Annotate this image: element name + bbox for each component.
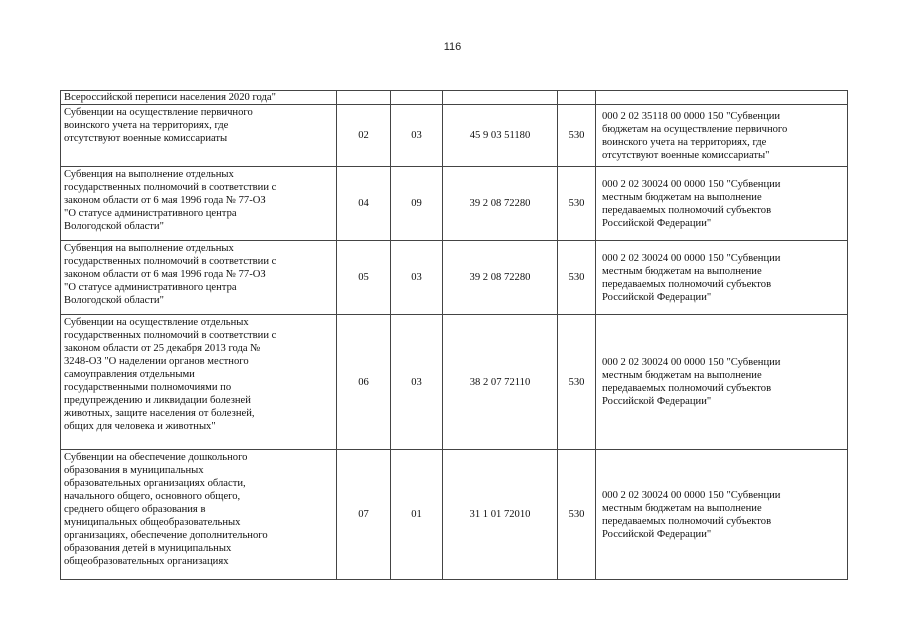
subsection-cell — [391, 91, 443, 105]
revenue-source-cell: 000 2 02 30024 00 0000 150 "Субвенции местным бюджетам на выполнение передаваемых полномочий субъектов Российской Федерации" — [596, 241, 848, 315]
section-cell: 02 — [337, 105, 391, 167]
expense-type-cell: 530 — [558, 105, 596, 167]
table-row — [61, 105, 848, 167]
table-row — [61, 450, 848, 580]
table-row — [61, 315, 848, 450]
description-cell: Субвенция на выполнение отдельных государственных полномочий в соответствии с законом области от 6 мая 1996 года № 77-ОЗ "О статусе административного центра Вологодской области" — [61, 241, 337, 315]
description-cell: Субвенции на осуществление первичного воинского учета на территориях, где отсутствуют военные комиссариаты — [61, 105, 337, 167]
budget-table — [60, 90, 848, 580]
expense-type-cell: 530 — [558, 167, 596, 241]
subsection-cell: 09 — [391, 167, 443, 241]
target-article-cell: 39 2 08 72280 — [443, 167, 558, 241]
table-row — [61, 91, 848, 105]
revenue-source-cell: 000 2 02 35118 00 0000 150 "Субвенции бюджетам на осуществление первичного воинского учета на территориях, где отсутствуют военные комиссариаты" — [596, 105, 848, 167]
revenue-source-cell: 000 2 02 30024 00 0000 150 "Субвенции местным бюджетам на выполнение передаваемых полномочий субъектов Российской Федерации" — [596, 450, 848, 580]
revenue-source-cell: 000 2 02 30024 00 0000 150 "Субвенции местным бюджетам на выполнение передаваемых полномочий субъектов Российской Федерации" — [596, 167, 848, 241]
target-article-cell: 31 1 01 72010 — [443, 450, 558, 580]
table-row — [61, 167, 848, 241]
target-article-cell: 38 2 07 72110 — [443, 315, 558, 450]
description-cell: Всероссийской переписи населения 2020 года" — [61, 91, 337, 105]
revenue-source-cell: 000 2 02 30024 00 0000 150 "Субвенции местным бюджетам на выполнение передаваемых полномочий субъектов Российской Федерации" — [596, 315, 848, 450]
expense-type-cell: 530 — [558, 450, 596, 580]
revenue-source-cell — [596, 91, 848, 105]
subsection-cell: 03 — [391, 105, 443, 167]
section-cell: 04 — [337, 167, 391, 241]
description-cell: Субвенции на обеспечение дошкольного образования в муниципальных образовательных организациях области, начального общего, основного общего, среднего общего образования в муниципальных общеобразовательных организациях, обеспечение дополнительного образования детей в муниципальных общеобразовательных организациях — [61, 450, 337, 580]
target-article-cell: 39 2 08 72280 — [443, 241, 558, 315]
expense-type-cell: 530 — [558, 241, 596, 315]
table-row — [61, 241, 848, 315]
description-cell: Субвенции на осуществление отдельных государственных полномочий в соответствии с законом области от 25 декабря 2013 года № 3248-ОЗ "О наделении органов местного самоуправления отдельными государственными полномочиями по предупреждению и ликвидации болезней животных, защите населения от болезней, общих для человека и животных" — [61, 315, 337, 450]
page-number: 116 — [443, 41, 462, 53]
description-cell: Субвенция на выполнение отдельных государственных полномочий в соответствии с законом области от 6 мая 1996 года № 77-ОЗ "О статусе административного центра Вологодской области" — [61, 167, 337, 241]
section-cell: 05 — [337, 241, 391, 315]
section-cell: 06 — [337, 315, 391, 450]
expense-type-cell — [558, 91, 596, 105]
target-article-cell — [443, 91, 558, 105]
section-cell — [337, 91, 391, 105]
expense-type-cell: 530 — [558, 315, 596, 450]
subsection-cell: 03 — [391, 315, 443, 450]
section-cell: 07 — [337, 450, 391, 580]
subsection-cell: 01 — [391, 450, 443, 580]
target-article-cell: 45 9 03 51180 — [443, 105, 558, 167]
subsection-cell: 03 — [391, 241, 443, 315]
